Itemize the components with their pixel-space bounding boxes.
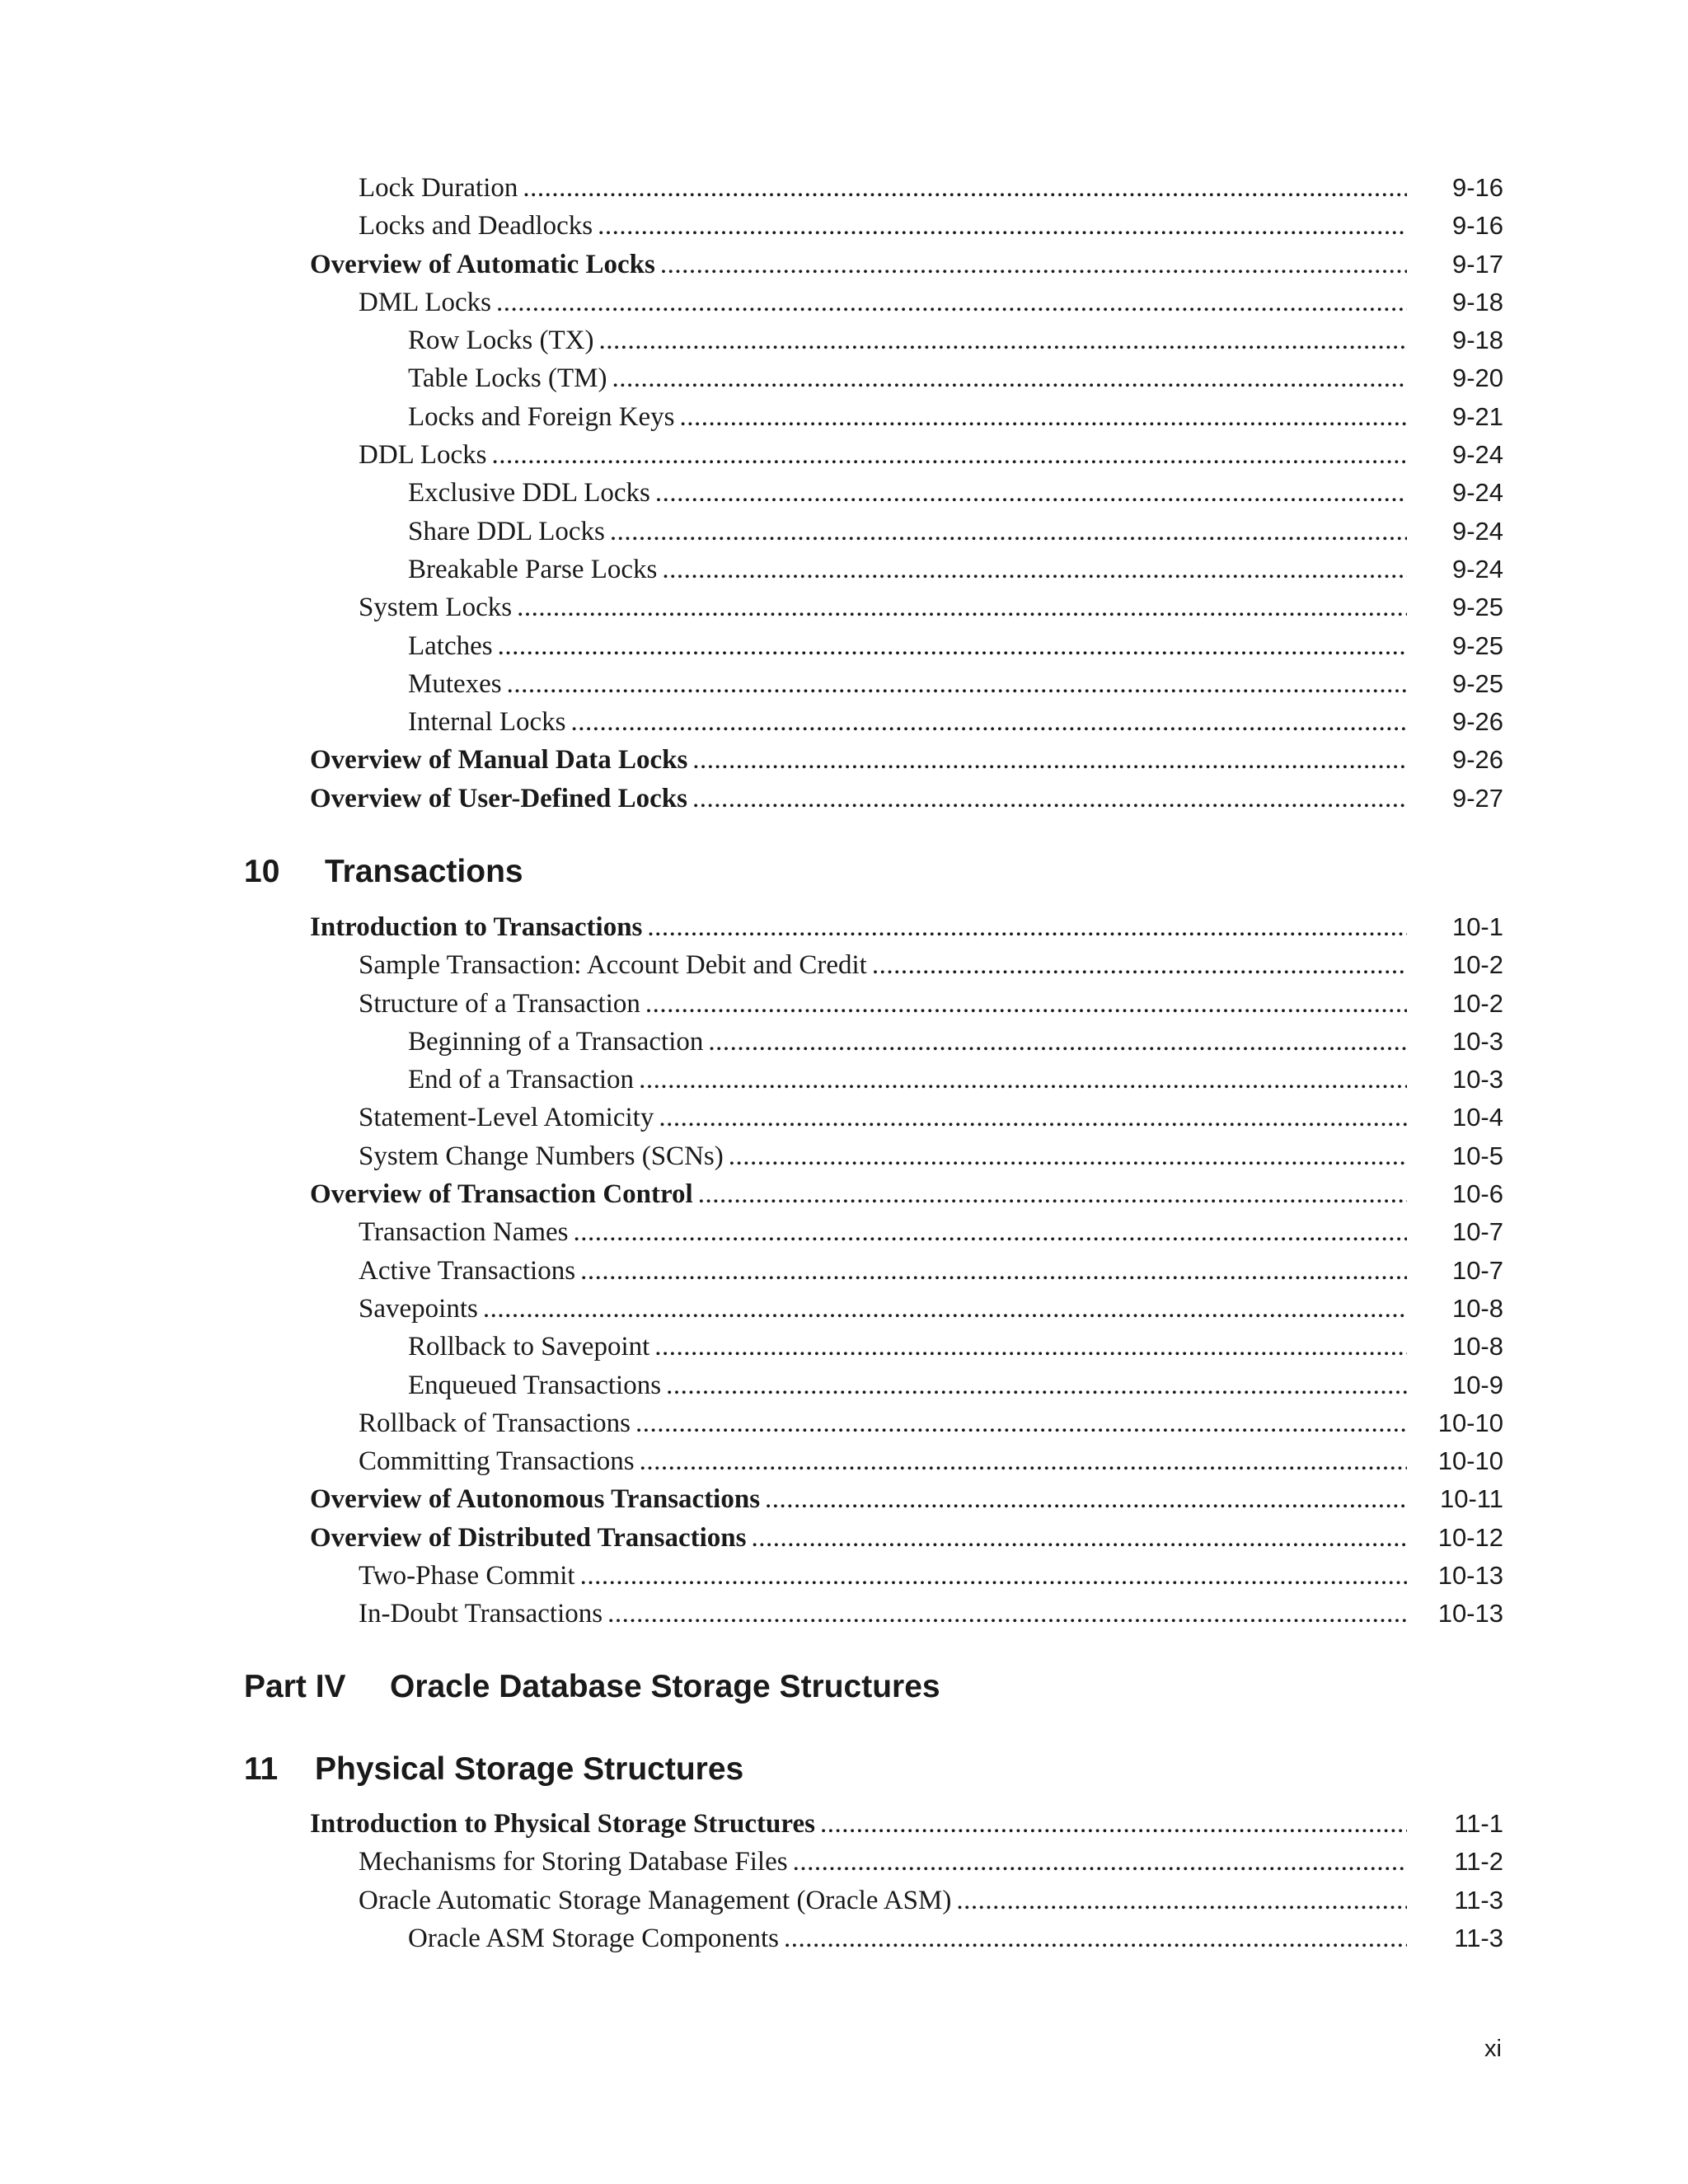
toc-entry[interactable] (310, 588, 1503, 626)
dot-leader (523, 169, 1407, 207)
toc-entry-page-number: 10-12 (1437, 1522, 1503, 1552)
toc-entry-title: Overview of Transaction Control (310, 1179, 693, 1210)
toc-entry[interactable] (310, 169, 1503, 207)
toc-entry-title: Mechanisms for Storing Database Files (359, 1847, 788, 1877)
toc-entry-page-number: 10-13 (1437, 1599, 1503, 1629)
toc-entry-page-number: 10-7 (1451, 1255, 1503, 1285)
toc-entry-title: Active Transactions (359, 1255, 576, 1286)
toc-entry-title: Overview of User-Defined Locks (310, 783, 687, 813)
toc-entry[interactable] (310, 1061, 1503, 1099)
dot-leader (498, 627, 1407, 665)
toc-entry[interactable] (310, 321, 1503, 359)
chapter-title: Transactions (325, 854, 523, 889)
toc-entry-page-number: 9-18 (1451, 326, 1503, 355)
toc-entry-title: Enqueued Transactions (408, 1370, 662, 1400)
toc-entry[interactable] (310, 551, 1503, 588)
toc-entry-page-number: 9-24 (1451, 478, 1503, 508)
chapter-number: 10 (244, 854, 280, 889)
toc-entry-page-number: 10-2 (1451, 988, 1503, 1018)
toc-list-chapter-9-continued (310, 169, 1503, 818)
toc-entry-title: Oracle Automatic Storage Management (Oracle ASM) (359, 1885, 952, 1915)
toc-entry[interactable] (310, 1137, 1503, 1175)
toc-entry[interactable] (310, 946, 1503, 984)
toc-entry[interactable] (310, 1805, 1503, 1843)
toc-entry-title: Structure of a Transaction (359, 988, 640, 1019)
toc-entry[interactable] (310, 741, 1503, 779)
toc-entry-title: Transaction Names (359, 1217, 569, 1248)
toc-entry-title: Breakable Parse Locks (408, 554, 658, 584)
dot-leader (610, 513, 1407, 551)
toc-entry-page-number: 9-25 (1451, 630, 1503, 660)
toc-entry-page-number: 10-3 (1451, 1026, 1503, 1056)
dot-leader (612, 359, 1407, 397)
toc-entry-title: Rollback to Savepoint (408, 1332, 650, 1362)
toc-entry-title: Overview of Autonomous Transactions (310, 1484, 761, 1515)
chapter-number: 11 (244, 1751, 279, 1787)
toc-entry-page-number: 9-20 (1451, 363, 1503, 393)
dot-leader (729, 1137, 1407, 1175)
toc-entry[interactable] (310, 398, 1503, 436)
toc-entry-title: Overview of Automatic Locks (310, 249, 655, 279)
toc-entry[interactable] (310, 1404, 1503, 1442)
toc-entry-title: Mutexes (408, 668, 502, 699)
toc-entry[interactable] (310, 1480, 1503, 1518)
dot-leader (662, 551, 1407, 588)
toc-entry-title: System Locks (359, 593, 513, 623)
toc-entry-page-number: 10-4 (1451, 1103, 1503, 1132)
toc-entry[interactable] (310, 780, 1503, 818)
part-number: Part IV (244, 1669, 346, 1704)
toc-entry-page-number: 9-24 (1451, 440, 1503, 470)
dot-leader (647, 908, 1407, 946)
toc-entry[interactable] (310, 1099, 1503, 1137)
toc-entry-page-number: 10-8 (1451, 1293, 1503, 1323)
dot-leader (660, 246, 1407, 284)
toc-list-chapter-10 (310, 908, 1503, 1633)
toc-entry-title: Two-Phase Commit (359, 1561, 575, 1591)
toc-entry-page-number: 11-3 (1454, 1923, 1503, 1952)
toc-entry-title: Statement-Level Atomicity (359, 1103, 654, 1133)
toc-entry-page-number: 9-25 (1451, 593, 1503, 622)
toc-entry-title: Share DDL Locks (408, 516, 605, 546)
toc-entry-page-number: 9-16 (1451, 173, 1503, 202)
toc-entry-page-number: 9-18 (1451, 287, 1503, 316)
toc-entry[interactable] (310, 359, 1503, 397)
toc-entry-page-number: 11-1 (1454, 1809, 1503, 1838)
dot-leader (784, 1919, 1407, 1957)
toc-entry-title: Row Locks (TX) (408, 326, 594, 356)
dot-leader (666, 1366, 1407, 1404)
toc-entry-page-number: 11-3 (1454, 1885, 1503, 1915)
toc-list-chapter-11 (310, 1805, 1503, 1957)
dot-leader (692, 780, 1407, 818)
toc-entry[interactable] (310, 703, 1503, 741)
toc-entry[interactable] (310, 1557, 1503, 1595)
page-number-footer: xi (1484, 2036, 1502, 2062)
toc-entry[interactable] (310, 627, 1503, 665)
toc-entry[interactable] (310, 665, 1503, 703)
dot-leader (765, 1480, 1407, 1518)
toc-entry-page-number: 10-5 (1451, 1141, 1503, 1170)
dot-leader (639, 1061, 1407, 1099)
toc-entry[interactable] (310, 908, 1503, 946)
toc-entry-title: In-Doubt Transactions (359, 1599, 603, 1629)
dot-leader (571, 703, 1407, 741)
toc-entry-page-number: 10-10 (1437, 1408, 1503, 1437)
dot-leader (692, 741, 1407, 779)
toc-entry-title: Beginning of a Transaction (408, 1026, 704, 1057)
toc-entry-page-number: 9-25 (1451, 668, 1503, 698)
toc-entry-page-number: 11-2 (1454, 1847, 1503, 1877)
toc-entry-title: End of a Transaction (408, 1065, 635, 1095)
toc-entry[interactable] (310, 985, 1503, 1023)
dot-leader (635, 1404, 1407, 1442)
toc-entry-page-number: 9-27 (1451, 783, 1503, 813)
toc-entry-title: Overview of Manual Data Locks (310, 745, 688, 776)
toc-entry-title: Overview of Distributed Transactions (310, 1522, 747, 1553)
toc-entry-page-number: 10-1 (1451, 912, 1503, 941)
dot-leader (659, 1099, 1407, 1137)
toc-entry-page-number: 10-6 (1451, 1179, 1503, 1209)
dot-leader (793, 1843, 1407, 1881)
toc-entry-title: Lock Duration (359, 173, 518, 203)
toc-entry-page-number: 9-17 (1451, 249, 1503, 279)
toc-entry-title: Savepoints (359, 1293, 478, 1324)
part-heading-iv (244, 1669, 940, 1705)
dot-leader (507, 665, 1407, 703)
chapter-heading-11 (244, 1751, 743, 1788)
toc-entry-title: Introduction to Physical Storage Structures (310, 1809, 815, 1839)
toc-entry-page-number: 9-16 (1451, 211, 1503, 241)
chapter-title: Physical Storage Structures (315, 1751, 744, 1787)
dot-leader (872, 946, 1407, 984)
toc-entry[interactable] (310, 1213, 1503, 1251)
toc-entry[interactable] (310, 207, 1503, 245)
toc-entry[interactable] (310, 474, 1503, 512)
toc-entry[interactable] (310, 1882, 1503, 1919)
dot-leader (654, 1328, 1407, 1366)
toc-entry-page-number: 10-13 (1437, 1561, 1503, 1591)
toc-entry-page-number: 10-9 (1451, 1370, 1503, 1399)
toc-entry-page-number: 9-26 (1451, 707, 1503, 737)
toc-entry[interactable] (310, 1328, 1503, 1366)
toc-entry-page-number: 10-2 (1451, 950, 1503, 980)
toc-entry-title: Committing Transactions (359, 1446, 635, 1477)
toc-entry-title: Table Locks (TM) (408, 363, 607, 394)
toc-entry-page-number: 10-11 (1440, 1484, 1503, 1514)
toc-entry[interactable] (310, 1919, 1503, 1957)
dot-leader (645, 985, 1407, 1023)
toc-entry[interactable] (310, 1595, 1503, 1633)
dot-leader (640, 1442, 1407, 1480)
toc-entry[interactable] (310, 284, 1503, 321)
toc-entry-title: Exclusive DDL Locks (408, 478, 650, 509)
dot-leader (655, 474, 1407, 512)
toc-entry-title: Oracle ASM Storage Components (408, 1923, 780, 1953)
toc-entry-title: Latches (408, 630, 493, 661)
toc-entry-title: DML Locks (359, 287, 492, 317)
dot-leader (598, 207, 1407, 245)
toc-entry[interactable] (310, 1175, 1503, 1213)
toc-entry[interactable] (310, 1519, 1503, 1557)
toc-entry-title: Sample Transaction: Account Debit and Credit (359, 950, 867, 981)
toc-entry[interactable] (310, 1023, 1503, 1061)
toc-entry-title: DDL Locks (359, 440, 487, 471)
toc-entry-title: Locks and Deadlocks (359, 211, 593, 241)
toc-entry[interactable] (310, 513, 1503, 551)
dot-leader (517, 588, 1407, 626)
dot-leader (580, 1557, 1407, 1595)
toc-entry-page-number: 9-26 (1451, 745, 1503, 775)
dot-leader (492, 436, 1408, 474)
toc-entry-title: Internal Locks (408, 707, 566, 738)
toc-entry[interactable] (310, 436, 1503, 474)
dot-leader (607, 1595, 1407, 1633)
dot-leader (483, 1290, 1407, 1328)
toc-entry[interactable] (310, 1366, 1503, 1404)
toc-entry[interactable] (310, 1290, 1503, 1328)
dot-leader (598, 321, 1407, 359)
toc-entry-page-number: 10-8 (1451, 1332, 1503, 1361)
toc-entry-page-number: 9-24 (1451, 554, 1503, 583)
toc-entry-title: Locks and Foreign Keys (408, 401, 675, 432)
toc-entry-page-number: 10-7 (1451, 1217, 1503, 1247)
chapter-heading-10 (244, 854, 523, 890)
toc-entry-page-number: 10-10 (1437, 1446, 1503, 1476)
toc-entry-title: System Change Numbers (SCNs) (359, 1141, 724, 1171)
dot-leader (820, 1805, 1407, 1843)
toc-entry[interactable] (310, 1843, 1503, 1881)
dot-leader (580, 1252, 1407, 1290)
dot-leader (698, 1175, 1407, 1213)
toc-entry-page-number: 10-3 (1451, 1065, 1503, 1094)
dot-leader (956, 1882, 1407, 1919)
toc-entry-page-number: 9-21 (1451, 401, 1503, 431)
dot-leader (496, 284, 1407, 321)
toc-entry-page-number: 9-24 (1451, 516, 1503, 546)
dot-leader (574, 1213, 1408, 1251)
dot-leader (708, 1023, 1407, 1061)
toc-entry-title: Rollback of Transactions (359, 1408, 631, 1438)
dot-leader (752, 1519, 1408, 1557)
toc-entry[interactable] (310, 1442, 1503, 1480)
toc-entry-title: Introduction to Transactions (310, 912, 643, 942)
part-title: Oracle Database Storage Structures (390, 1669, 940, 1704)
toc-entry[interactable] (310, 246, 1503, 284)
dot-leader (680, 398, 1407, 436)
toc-entry[interactable] (310, 1252, 1503, 1290)
